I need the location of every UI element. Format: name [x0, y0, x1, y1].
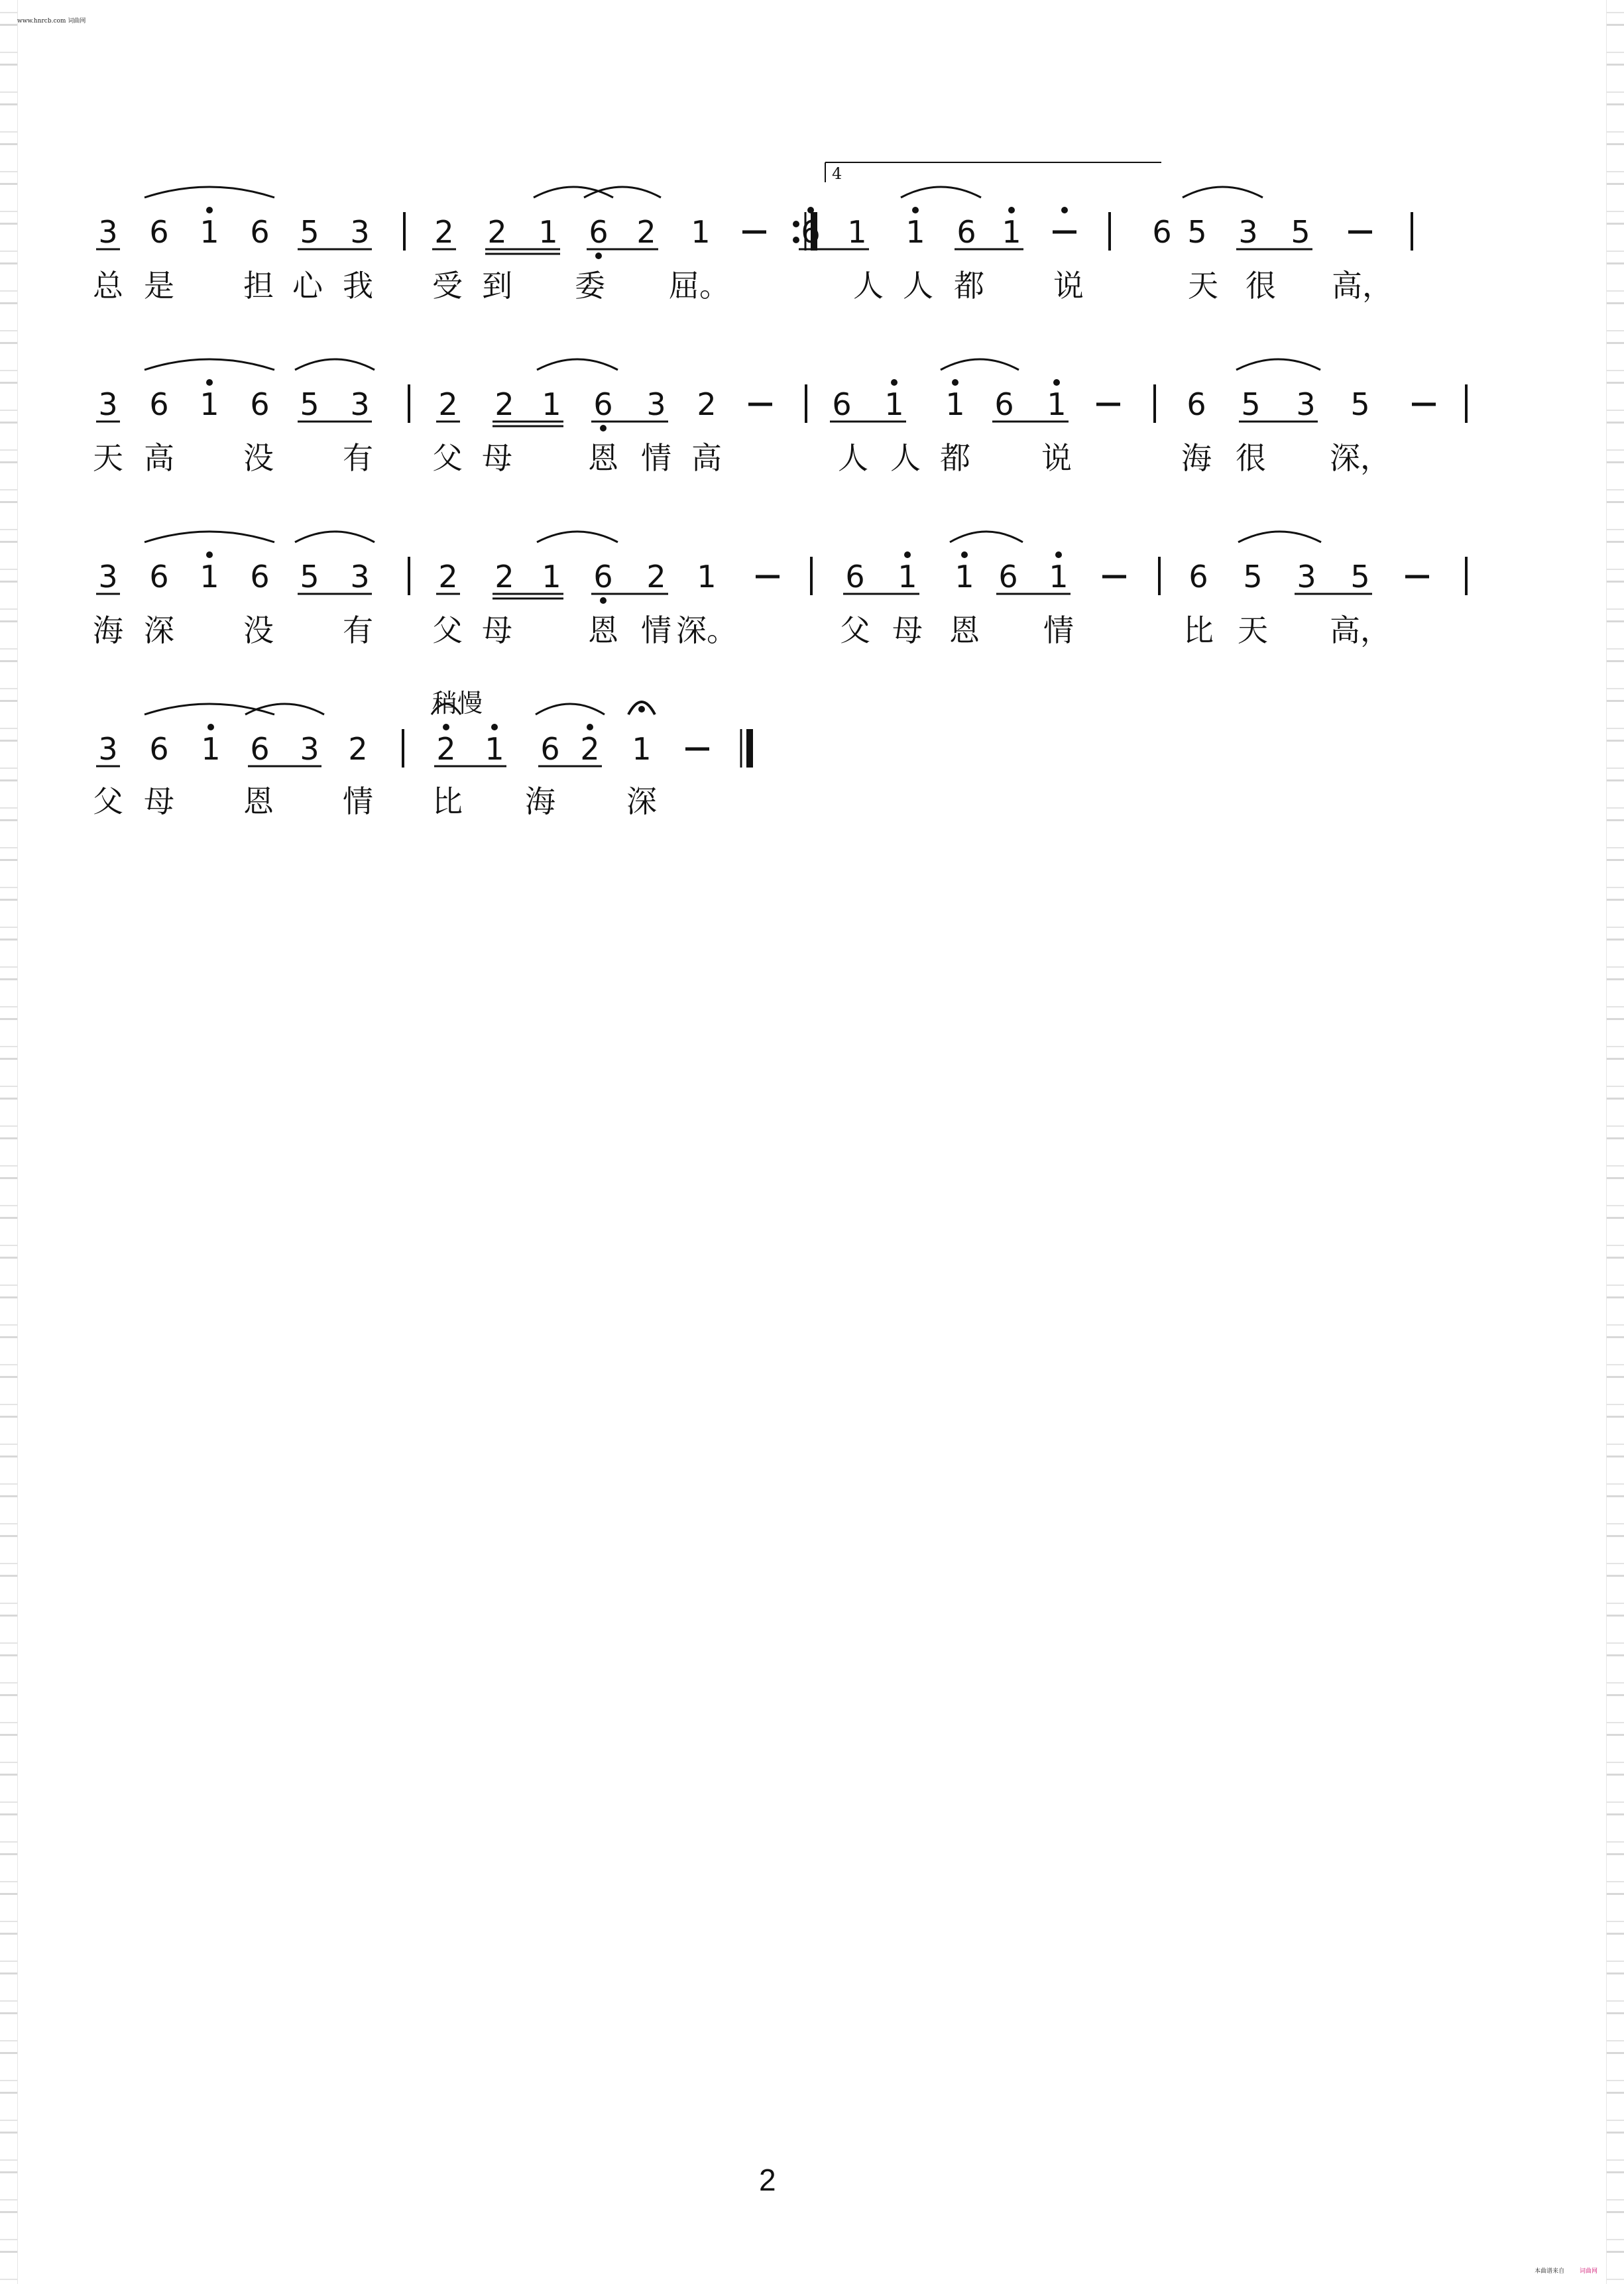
lyric-char: 天	[93, 440, 123, 476]
octave-dot-above	[587, 724, 593, 730]
lyric-char: 父	[840, 612, 870, 648]
note: 6	[149, 214, 169, 250]
note: 2	[580, 731, 600, 767]
note: 3	[300, 731, 319, 767]
footer-source-text: 本曲谱来自	[1535, 2268, 1565, 2275]
note: 3	[1296, 386, 1316, 422]
octave-dot-above	[891, 379, 898, 386]
note: 2	[348, 731, 368, 767]
note: 6	[593, 386, 613, 422]
octave-dot-above	[207, 724, 214, 730]
note: 6	[149, 386, 169, 422]
octave-dot-above	[206, 551, 213, 558]
slur	[950, 532, 1023, 542]
lyric-char: 天	[1188, 268, 1218, 304]
note: 5	[1187, 214, 1207, 250]
note: 6	[540, 731, 560, 767]
slur	[537, 532, 618, 542]
slur	[145, 187, 274, 198]
lyric-char: 没	[243, 440, 274, 476]
lyric-char: 担	[243, 268, 274, 304]
lyric-char: 深	[144, 612, 174, 648]
lyric-char: 人	[903, 268, 933, 304]
lyric-char: 母	[892, 612, 923, 648]
note: 6	[845, 559, 865, 595]
slur	[145, 359, 274, 370]
note: 3	[98, 731, 118, 767]
octave-dot-below	[600, 597, 607, 604]
octave-dot-above	[952, 379, 958, 386]
note: 1	[697, 559, 717, 595]
note: 1	[1047, 386, 1067, 422]
lyric-char: 海	[93, 612, 123, 648]
slur	[295, 359, 375, 370]
lyric-char: 情	[641, 612, 671, 648]
lyric-char: 情	[641, 440, 671, 476]
note: 1	[485, 731, 504, 767]
octave-dot-above	[1053, 379, 1060, 386]
note: 1	[200, 214, 219, 250]
note: 6	[1189, 559, 1208, 595]
lyric-char: 很	[1246, 268, 1276, 304]
note: 5	[1350, 559, 1370, 595]
slur	[245, 704, 324, 714]
lyric-char: 说	[1053, 268, 1084, 304]
note: 3	[1238, 214, 1258, 250]
lyric-char: 人	[890, 440, 921, 476]
lyric-char: 屈。	[669, 268, 730, 304]
lyric-char: 人	[853, 268, 884, 304]
lyric-char: 很	[1236, 440, 1266, 476]
footer-site-link: 词曲网	[1579, 2268, 1597, 2275]
note: 6	[998, 559, 1018, 595]
lyric-char: 到	[482, 268, 512, 304]
note: 3	[350, 386, 370, 422]
note: 3	[98, 386, 118, 422]
tempo-marking: 稍慢	[432, 689, 483, 718]
slur	[1236, 359, 1320, 370]
note: 2	[697, 386, 717, 422]
octave-dot-above	[491, 724, 498, 730]
repeat-dot	[793, 237, 799, 243]
note: 2	[487, 214, 507, 250]
note: 6	[250, 559, 270, 595]
note: 6	[149, 731, 169, 767]
lyric-char: 恩	[243, 783, 274, 819]
lyric-char: 恩	[588, 440, 618, 476]
lyric-char: 比	[432, 783, 463, 819]
note: 6	[994, 386, 1014, 422]
slur	[536, 704, 605, 714]
lyric-char: 有	[343, 440, 373, 476]
note: 2	[438, 559, 458, 595]
note: 1	[201, 731, 221, 767]
slur	[1183, 187, 1263, 198]
lyric-char: 母	[144, 783, 174, 819]
lyric-char: 高	[144, 440, 174, 476]
octave-dot-above	[904, 551, 911, 558]
note: 6	[250, 731, 270, 767]
note: 1	[1002, 214, 1021, 250]
lyric-char: 父	[93, 783, 123, 819]
note: 2	[636, 214, 656, 250]
note: 6	[593, 559, 613, 595]
note: 6	[149, 559, 169, 595]
octave-dot-above	[1061, 207, 1068, 213]
site-watermark: www.hnrcb.com 词曲网	[17, 18, 86, 25]
lyric-char: 比	[1183, 612, 1214, 648]
note: 2	[438, 386, 458, 422]
slur	[537, 359, 618, 370]
lyric-char: 天	[1238, 612, 1268, 648]
lyric-char: 高，	[1332, 268, 1393, 304]
lyric-char: 受	[432, 268, 463, 304]
note: 6	[832, 386, 852, 422]
lyric-char: 说	[1041, 440, 1072, 476]
note: 3	[646, 386, 666, 422]
note: 1	[905, 214, 925, 250]
lyric-char: 没	[243, 612, 274, 648]
octave-dot-above	[1055, 551, 1062, 558]
octave-dot-above	[206, 379, 213, 386]
note: 1	[884, 386, 904, 422]
final-barline-thick	[746, 729, 753, 768]
lyric-char: 都	[940, 440, 970, 476]
note: 6	[250, 214, 270, 250]
lyric-char: 母	[482, 440, 512, 476]
page-number: 2	[759, 2163, 776, 2197]
note: 6	[1152, 214, 1172, 250]
lyric-char: 恩	[949, 612, 980, 648]
lyric-char: 恩	[588, 612, 618, 648]
note: 6	[589, 214, 609, 250]
slur	[901, 187, 981, 198]
lyric-char: 深。	[676, 612, 737, 648]
lyric-char: 海	[525, 783, 555, 819]
note: 1	[945, 386, 965, 422]
octave-dot-above	[912, 207, 919, 213]
note: 5	[300, 559, 319, 595]
note: 6	[250, 386, 270, 422]
lyric-char: 心	[292, 268, 323, 304]
octave-dot-below	[600, 425, 607, 431]
octave-dot-below	[595, 253, 602, 259]
note: 2	[434, 214, 454, 250]
note: 1	[1049, 559, 1069, 595]
slur	[145, 532, 274, 542]
slur	[534, 187, 613, 198]
note: 3	[98, 214, 118, 250]
lyric-char: 母	[482, 612, 512, 648]
lyric-char: 深	[626, 783, 657, 819]
lyric-char: 高	[691, 440, 722, 476]
fermata-dot	[638, 706, 645, 713]
lyric-char: 海	[1181, 440, 1212, 476]
note: 5	[1291, 214, 1310, 250]
slur	[432, 704, 461, 714]
note: 5	[1350, 386, 1370, 422]
repeat-dot	[793, 221, 799, 227]
note: 5	[1243, 559, 1263, 595]
note: 6	[1187, 386, 1206, 422]
lyric-char: 高，	[1330, 612, 1391, 648]
octave-dot-above	[443, 724, 449, 730]
note: 1	[200, 386, 219, 422]
note: 6	[957, 214, 976, 250]
note: 1	[542, 559, 561, 595]
lyric-char: 总	[93, 268, 123, 304]
lyric-char: 委	[575, 268, 605, 304]
octave-dot-above	[807, 207, 814, 213]
lyric-char: 父	[432, 612, 463, 648]
note: 2	[436, 731, 456, 767]
note: 2	[646, 559, 666, 595]
note: 1	[542, 386, 561, 422]
octave-dot-above	[206, 207, 213, 213]
note: 6	[801, 214, 821, 250]
slur	[295, 532, 375, 542]
note: 1	[632, 731, 652, 767]
volta-number: 4	[832, 164, 842, 183]
lyric-char: 深，	[1330, 440, 1391, 476]
note: 2	[494, 559, 514, 595]
note: 1	[898, 559, 917, 595]
note: 1	[955, 559, 974, 595]
lyric-char: 父	[432, 440, 463, 476]
note: 1	[538, 214, 558, 250]
lyric-char: 是	[144, 268, 174, 304]
lyric-char: 我	[343, 268, 373, 304]
lyric-char: 情	[343, 783, 373, 819]
octave-dot-above	[1008, 207, 1015, 213]
lyric-char: 情	[1043, 612, 1074, 648]
note: 1	[691, 214, 711, 250]
note: 3	[350, 559, 370, 595]
octave-dot-above	[961, 551, 968, 558]
slur	[584, 187, 661, 198]
lyric-char: 人	[838, 440, 868, 476]
note: 3	[350, 214, 370, 250]
lyric-char: 都	[954, 268, 984, 304]
note: 1	[200, 559, 219, 595]
note: 3	[98, 559, 118, 595]
slur	[941, 359, 1019, 370]
slur	[1238, 532, 1321, 542]
lyric-char: 有	[343, 612, 373, 648]
note: 5	[1241, 386, 1261, 422]
note: 2	[494, 386, 514, 422]
note: 5	[300, 386, 319, 422]
note: 3	[1297, 559, 1316, 595]
note: 1	[847, 214, 867, 250]
note: 5	[300, 214, 319, 250]
